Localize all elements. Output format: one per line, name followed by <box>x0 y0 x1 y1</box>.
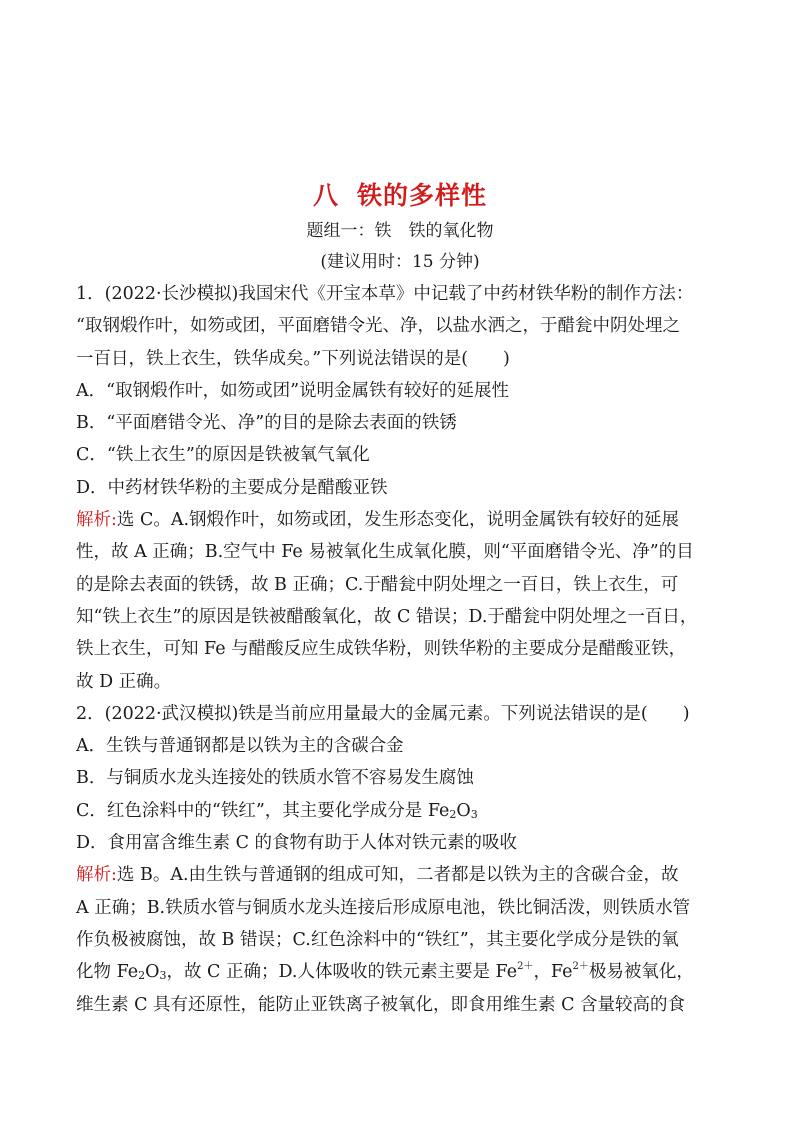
q1-stem-line-3: 一百日，铁上衣生，铁华成矣。”下列说法错误的是( ) <box>76 348 510 369</box>
q2-analysis-line-1 <box>76 859 724 891</box>
q2-option-c-text: C．红色涂料中的“铁红”，其主要化学成分是 Fe <box>76 800 450 821</box>
q2-analysis-line-3: 作负极被腐蚀，故 B 错误；C.红色涂料中的“铁红”，其主要化学成分是铁的氧 <box>76 929 679 950</box>
subscript: 2 <box>449 807 457 821</box>
q1-stem-line-2: “取钢煅作叶，如笏或团，平面磨错令光、净，以盐水洒之，于醋瓮中阴处埋之 <box>76 316 680 337</box>
q2-analysis-line-2: A 正确；B.铁质水管与铜质水龙头连接后形成原电池，铁比铜活泼，则铁质水管 <box>76 897 691 918</box>
q1-option-b: B．“平面磨错令光、净”的目的是除去表面的铁锈 <box>76 413 457 434</box>
q2-analysis-line-4 <box>76 956 724 988</box>
text-part: ，Fe <box>533 962 573 983</box>
text-part: 极易被氧化， <box>588 962 694 983</box>
subtitle: 题组一：铁 铁的氧化物 <box>306 221 494 241</box>
subscript: 3 <box>159 969 167 983</box>
q2-option-d: D．食用富含维生素 C 的食物有助于人体对铁元素的吸收 <box>76 833 518 854</box>
q1-option-d: D．中药材铁华粉的主要成分是醋酸亚铁 <box>76 477 388 498</box>
q2-stem: 2．(2022·武汉模拟)铁是当前应用量最大的金属元素。下列说法错误的是( ) <box>76 703 690 724</box>
q2-analysis-line-5: 维生素 C 具有还原性，能防止亚铁离子被氧化，即食用维生素 C 含量较高的食 <box>76 994 686 1015</box>
q1-analysis-line-6: 故 D 正确。 <box>76 671 172 692</box>
q1-analysis-text-1: 选 C。A.钢煅作叶，如笏或团，发生形态变化，说明金属铁有较好的延展 <box>116 510 680 531</box>
q2-analysis-text-1: 选 B。A.由生铁与普通钢的组成可知，二者都是以铁为主的含碳合金，故 <box>116 865 679 886</box>
time-hint: (建议用时：15 分钟) <box>320 252 480 272</box>
q2-analysis-label: 解析: <box>76 865 117 886</box>
q1-analysis-line-1 <box>76 504 724 536</box>
q1-option-a: A．“取钢煅作叶，如笏或团”说明金属铁有较好的延展性 <box>76 380 510 401</box>
q2-option-a: A．生铁与普通钢都是以铁为主的含碳合金 <box>76 736 404 757</box>
q1-analysis-line-3: 的是除去表面的铁锈，故 B 正确；C.于醋瓮中阴处埋之一百日，铁上衣生，可 <box>76 574 679 595</box>
q1-analysis-label: 解析: <box>76 510 117 531</box>
q1-stem-line-1: 1．(2022·长沙模拟)我国宋代《开宝本草》中记载了中药材铁华粉的制作方法： <box>76 284 694 304</box>
q1-option-c: C．“铁上衣生”的原因是铁被氧气氧化 <box>76 445 370 466</box>
superscript: 2＋ <box>572 961 589 973</box>
superscript: 2＋ <box>517 961 534 973</box>
section-title <box>76 178 724 214</box>
question-1 <box>76 278 724 698</box>
q2-option-c <box>76 795 724 827</box>
formula-part: O <box>456 800 471 821</box>
document-page <box>76 178 724 1021</box>
q1-analysis-line-4: 知“铁上衣生”的原因是铁被醋酸氧化，故 C 错误；D.于醋瓮中阴处埋之一百日， <box>76 606 698 627</box>
formula-part: 化物 Fe <box>76 962 139 983</box>
subscript: 2 <box>138 969 146 983</box>
subscript: 3 <box>470 807 478 821</box>
text-part: ，故 C 正确；D.人体吸收的铁元素主要是 Fe <box>166 962 518 983</box>
q1-analysis-line-5: 铁上衣生，可知 Fe 与醋酸反应生成铁华粉，则铁华粉的主要成分是醋酸亚铁， <box>76 639 687 660</box>
q2-option-b: B．与铜质水龙头连接处的铁质水管不容易发生腐蚀 <box>76 768 474 789</box>
question-2 <box>76 698 724 1021</box>
q1-analysis-line-2: 性，故 A 正确；B.空气中 Fe 易被氧化生成氧化膜，则“平面磨错令光、净”的目 <box>76 542 694 563</box>
section-number: 八 <box>312 181 339 210</box>
formula-part: O <box>145 962 160 983</box>
section-title-text: 铁的多样性 <box>357 181 488 210</box>
